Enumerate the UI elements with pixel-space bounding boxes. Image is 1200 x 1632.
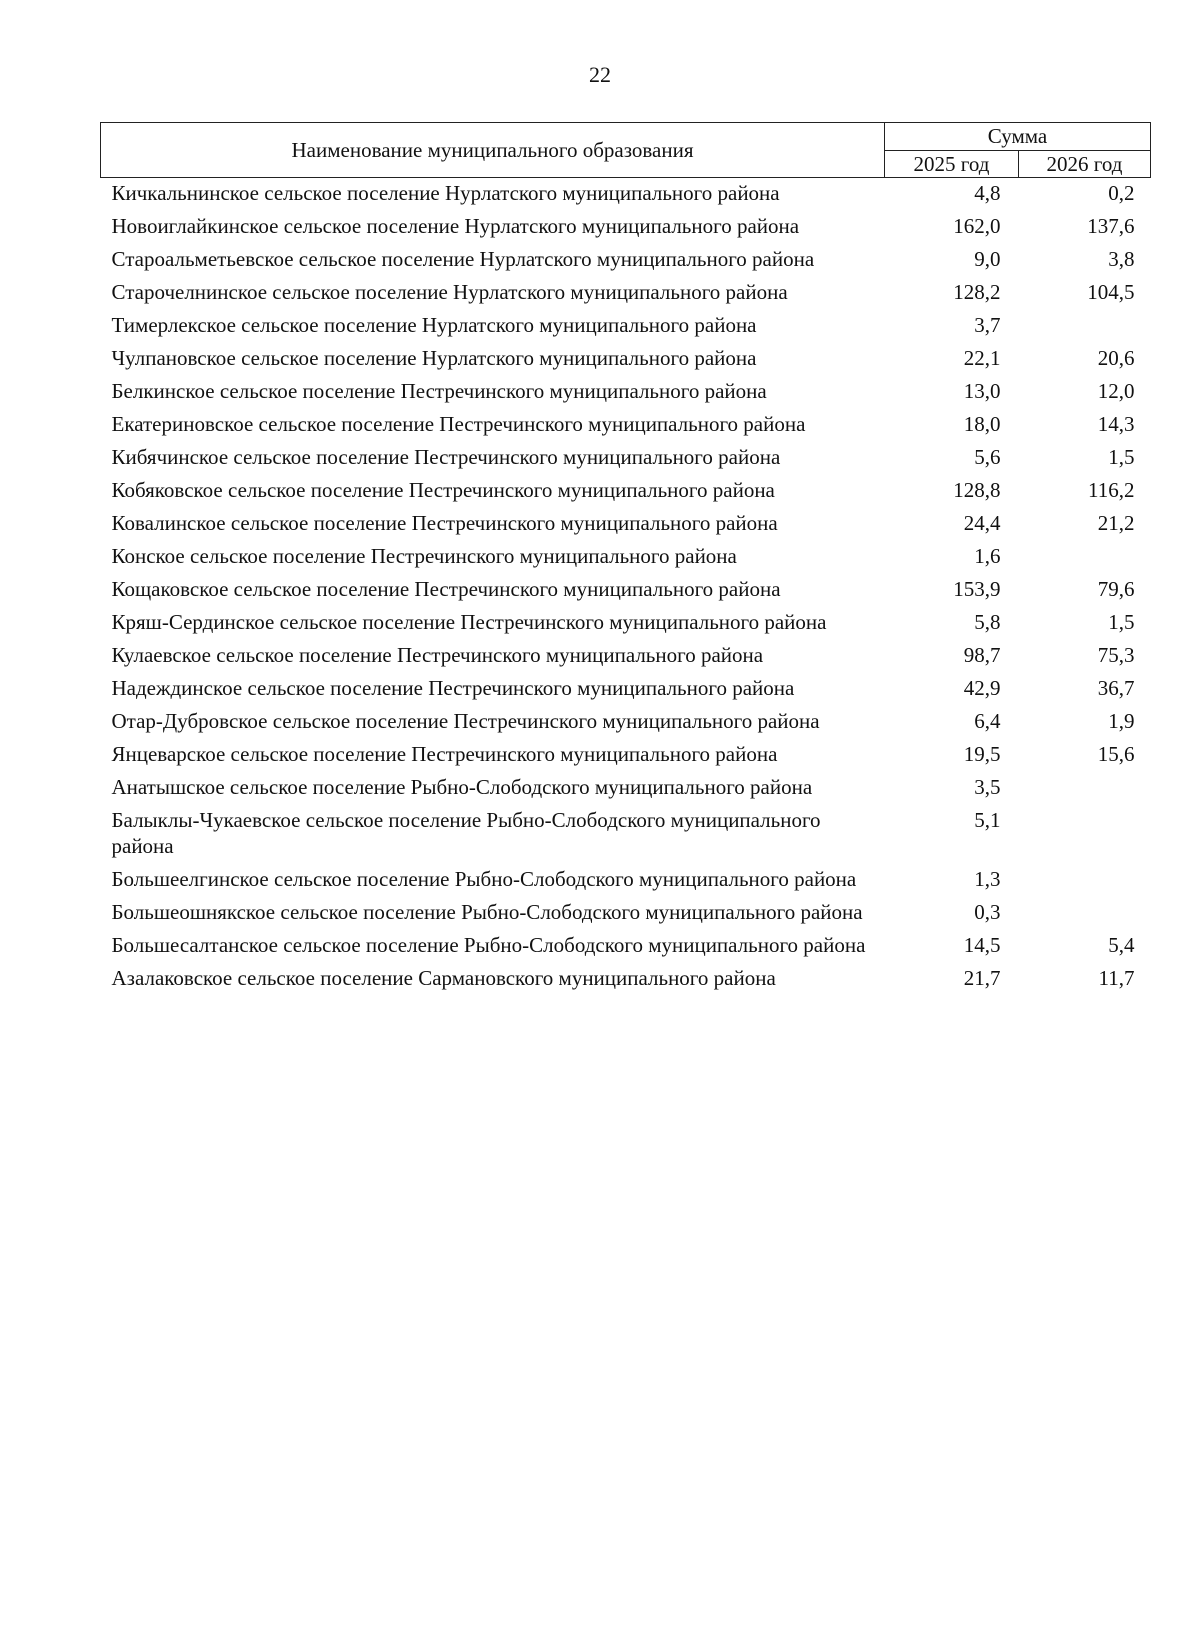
table-row [101, 213, 1151, 246]
row-name: Надеждинское сельское поселение Пестречинского муниципального района [111, 676, 795, 700]
row-value-2025: 18,0 [963, 412, 1001, 436]
row-value-2025: 1,6 [974, 544, 1001, 568]
table-row [101, 444, 1151, 477]
row-name: Анатышское сельское поселение Рыбно-Слободского муниципального района [111, 775, 813, 799]
row-value-2026: 14,3 [1097, 412, 1135, 436]
table-row [101, 932, 1151, 965]
header-year-2026: 2026 год [1019, 150, 1151, 178]
row-value-2026: 116,2 [1088, 478, 1135, 502]
row-name: Чулпановское сельское поселение Нурлатского муниципального района [111, 346, 757, 370]
table-row [101, 378, 1151, 411]
table-row [101, 741, 1151, 774]
row-value-2025: 153,9 [953, 577, 1001, 601]
header-sum: Сумма [885, 123, 1151, 151]
row-value-2025: 162,0 [953, 214, 1001, 238]
row-value-2026: 5,4 [1108, 933, 1135, 957]
table-row [101, 642, 1151, 675]
row-value-2025: 9,0 [974, 247, 1001, 271]
row-name: Тимерлекское сельское поселение Нурлатского муниципального района [111, 313, 757, 337]
row-value-2025: 128,8 [953, 478, 1001, 502]
row-value-2026 [1019, 543, 1151, 576]
table-row [101, 866, 1151, 899]
row-name: Кибячинское сельское поселение Пестречинского муниципального района [111, 445, 781, 469]
row-value-2025: 13,0 [963, 379, 1001, 403]
row-value-2026: 79,6 [1097, 577, 1135, 601]
page-number: 22 [589, 62, 611, 87]
table-row [101, 178, 1151, 214]
header-name: Наименование муниципального образования [101, 123, 885, 178]
table-row [101, 807, 1151, 866]
row-name: Отар-Дубровское сельское поселение Пестречинского муниципального района [111, 709, 820, 733]
row-value-2025: 98,7 [963, 643, 1001, 667]
table-row [101, 774, 1151, 807]
row-value-2026: 1,5 [1108, 610, 1135, 634]
row-value-2025: 5,6 [974, 445, 1001, 469]
row-value-2025: 14,5 [963, 933, 1001, 957]
row-value-2026: 104,5 [1087, 280, 1135, 304]
table-row [101, 899, 1151, 932]
row-value-2025: 19,5 [963, 742, 1001, 766]
row-value-2025: 21,7 [963, 966, 1001, 990]
row-value-2026: 12,0 [1097, 379, 1135, 403]
row-value-2025: 4,8 [974, 181, 1001, 205]
table-row [101, 576, 1151, 609]
allocation-table [100, 122, 1151, 998]
row-value-2025: 42,9 [963, 676, 1001, 700]
row-name: Конское сельское поселение Пестречинского муниципального района [111, 544, 737, 568]
row-value-2026: 15,6 [1097, 742, 1135, 766]
row-value-2025: 1,3 [974, 867, 1001, 891]
table-row [101, 609, 1151, 642]
row-name: Староальметьевское сельское поселение Нурлатского муниципального района [111, 247, 815, 271]
row-value-2026: 11,7 [1098, 966, 1135, 990]
row-value-2025: 5,1 [974, 808, 1001, 832]
row-value-2026 [1019, 774, 1151, 807]
table-row [101, 708, 1151, 741]
row-name: Ковалинское сельское поселение Пестречинского муниципального района [111, 511, 778, 535]
table-row [101, 345, 1151, 378]
row-value-2025: 6,4 [974, 709, 1001, 733]
table-row [101, 675, 1151, 708]
row-value-2025: 24,4 [963, 511, 1001, 535]
row-value-2026: 36,7 [1097, 676, 1135, 700]
row-name: Балыклы-Чукаевское сельское поселение Рыбно-Слободского муниципального района [111, 808, 821, 858]
row-name: Кряш-Сердинское сельское поселение Пестречинского муниципального района [111, 610, 827, 634]
row-name: Старочелнинское сельское поселение Нурлатского муниципального района [111, 280, 788, 304]
row-name: Кичкальнинское сельское поселение Нурлатского муниципального района [111, 181, 780, 205]
row-value-2026 [1019, 312, 1151, 345]
table-row [101, 411, 1151, 444]
header-year-2025: 2025 год [885, 150, 1019, 178]
table-row [101, 246, 1151, 279]
row-name: Большесалтанское сельское поселение Рыбно-Слободского муниципального района [111, 933, 866, 957]
table-row [101, 279, 1151, 312]
row-value-2025: 5,8 [974, 610, 1001, 634]
table-row [101, 543, 1151, 576]
table-row [101, 965, 1151, 998]
row-name: Кобяковское сельское поселение Пестречинского муниципального района [111, 478, 775, 502]
row-value-2025: 22,1 [963, 346, 1001, 370]
table-header [101, 123, 1151, 178]
row-value-2026: 20,6 [1097, 346, 1135, 370]
row-name: Белкинское сельское поселение Пестречинского муниципального района [111, 379, 767, 403]
row-value-2026: 0,2 [1108, 181, 1135, 205]
row-name: Екатериновское сельское поселение Пестречинского муниципального района [111, 412, 806, 436]
row-name: Кощаковское сельское поселение Пестречинского муниципального района [111, 577, 781, 601]
row-value-2026: 1,9 [1108, 709, 1135, 733]
row-value-2026: 1,5 [1108, 445, 1135, 469]
row-value-2026: 3,8 [1108, 247, 1135, 271]
row-value-2025: 128,2 [953, 280, 1001, 304]
row-value-2025: 0,3 [974, 900, 1001, 924]
row-value-2026 [1019, 866, 1151, 899]
row-value-2026: 137,6 [1087, 214, 1135, 238]
row-value-2026: 75,3 [1097, 643, 1135, 667]
row-name: Большеелгинское сельское поселение Рыбно-Слободского муниципального района [111, 867, 857, 891]
row-value-2026 [1019, 899, 1151, 932]
table-row [101, 312, 1151, 345]
row-value-2026: 21,2 [1097, 511, 1135, 535]
table-body [101, 178, 1151, 999]
table-row [101, 477, 1151, 510]
row-name: Новоиглайкинское сельское поселение Нурлатского муниципального района [111, 214, 800, 238]
row-name: Азалаковское сельское поселение Сармановского муниципального района [111, 966, 776, 990]
row-name: Кулаевское сельское поселение Пестречинского муниципального района [111, 643, 764, 667]
row-value-2025: 3,7 [974, 313, 1001, 337]
row-name: Большеошнякское сельское поселение Рыбно-Слободского муниципального района [111, 900, 863, 924]
row-name: Янцеварское сельское поселение Пестречинского муниципального района [111, 742, 778, 766]
table-row [101, 510, 1151, 543]
row-value-2026 [1019, 807, 1151, 866]
row-value-2025: 3,5 [974, 775, 1001, 799]
